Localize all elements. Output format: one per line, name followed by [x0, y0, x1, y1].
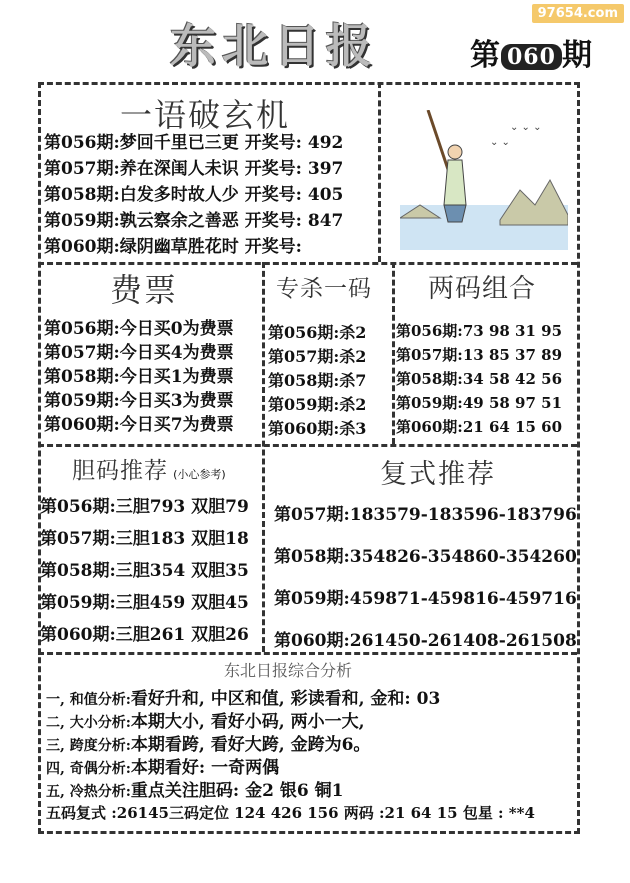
list-item: 第060期:绿阴幽草胜花时 开奖号: [44, 237, 302, 257]
fushi-list [274, 500, 577, 668]
list-item: 第057期:养在深闺人未识 开奖号: 397 [44, 159, 344, 179]
list-item: 第059期:459871-459816-459716 [274, 589, 577, 609]
list-item: 五, 冷热分析:重点关注胆码: 金2 银6 铜1 [46, 781, 344, 801]
riddle-title: 一语破玄机 [120, 96, 291, 134]
list-item: 第058期:杀7 [268, 371, 367, 390]
fushi-title: 复式推荐 [380, 459, 496, 490]
list-item: 第060期:261450-261408-261508 [274, 631, 577, 651]
list-item: 第060期:21 64 15 60 [396, 418, 563, 436]
danma-subtitle: (小心参考) [173, 468, 226, 481]
page-title: 东北日报 [170, 19, 378, 73]
list-item: 三, 跨度分析:本期看跨, 看好大跨, 金跨为6。 [46, 735, 371, 755]
svg-text:⌄ ⌄: ⌄ ⌄ [490, 137, 510, 148]
list-item: 四, 奇偶分析:本期看好: 一奇两偶 [46, 758, 280, 778]
list-item: 第058期:今日买1为费票 [44, 367, 234, 387]
list-item: 第058期:354826-354860-354260 [274, 547, 577, 567]
feipiao-list [44, 314, 234, 434]
analysis-footer: 五码复式 :26145三码定位 124 426 156 两码 :21 64 15 包星 : **4 [46, 804, 535, 822]
list-item: 第058期:白发多时故人少 开奖号: 405 [44, 185, 344, 205]
list-item: 第059期:孰云察余之善恶 开奖号: 847 [44, 211, 344, 231]
list-item: 二, 大小分析:本期大小, 看好小码, 两小一大, [46, 712, 365, 732]
list-item: 第056期:三胆793 双胆79 [40, 497, 249, 517]
list-item: 第056期:杀2 [268, 323, 367, 342]
list-item: 第060期:杀3 [268, 419, 367, 438]
list-item: 第057期:13 85 37 89 [396, 346, 563, 364]
list-item: 第059期:三胆459 双胆45 [40, 593, 249, 613]
divider [38, 444, 577, 447]
fisherman-illustration [400, 110, 568, 250]
feipiao-title: 费票 [110, 271, 179, 309]
list-item: 第057期:三胆183 双胆18 [40, 529, 249, 549]
issue-number: 第 060 期 [470, 38, 593, 73]
danma-header [72, 452, 226, 485]
liangma-list [396, 320, 562, 440]
list-item: 一, 和值分析:看好升和, 中区和值, 彩读看和, 金和: 03 [46, 689, 441, 709]
list-item: 第056期:梦回千里已三更 开奖号: 492 [44, 133, 344, 153]
list-item: 第057期:183579-183596-183796 [274, 505, 577, 525]
svg-text:⌄ ⌄ ⌄: ⌄ ⌄ ⌄ [510, 122, 542, 133]
list-item: 第059期:杀2 [268, 395, 367, 414]
analysis-title: 东北日报综合分析 [224, 661, 353, 680]
list-item: 第056期:73 98 31 95 [396, 322, 563, 340]
list-item: 第059期:今日买3为费票 [44, 391, 234, 411]
list-item: 第060期:今日买7为费票 [44, 415, 234, 435]
list-item: 第058期:三胆354 双胆35 [40, 561, 249, 581]
list-item: 第057期:杀2 [268, 347, 367, 366]
divider [378, 82, 381, 262]
list-item: 第057期:今日买4为费票 [44, 343, 234, 363]
list-item: 第059期:49 58 97 51 [396, 394, 563, 412]
site-watermark[interactable]: 97654.com [532, 4, 624, 23]
riddle-list [44, 128, 343, 258]
divider [262, 262, 265, 652]
zhuansha-title: 专杀一码 [276, 276, 372, 302]
list-item: 第058期:34 58 42 56 [396, 370, 563, 388]
list-item: 第056期:今日买0为费票 [44, 319, 234, 339]
divider [392, 262, 395, 444]
danma-title: 胆码推荐 [72, 458, 168, 484]
zhuansha-list [268, 320, 366, 440]
liangma-title: 两码组合 [428, 274, 537, 304]
danma-list [40, 492, 249, 652]
list-item: 第060期:三胆261 双胆26 [40, 625, 249, 645]
analysis-list [46, 684, 440, 799]
